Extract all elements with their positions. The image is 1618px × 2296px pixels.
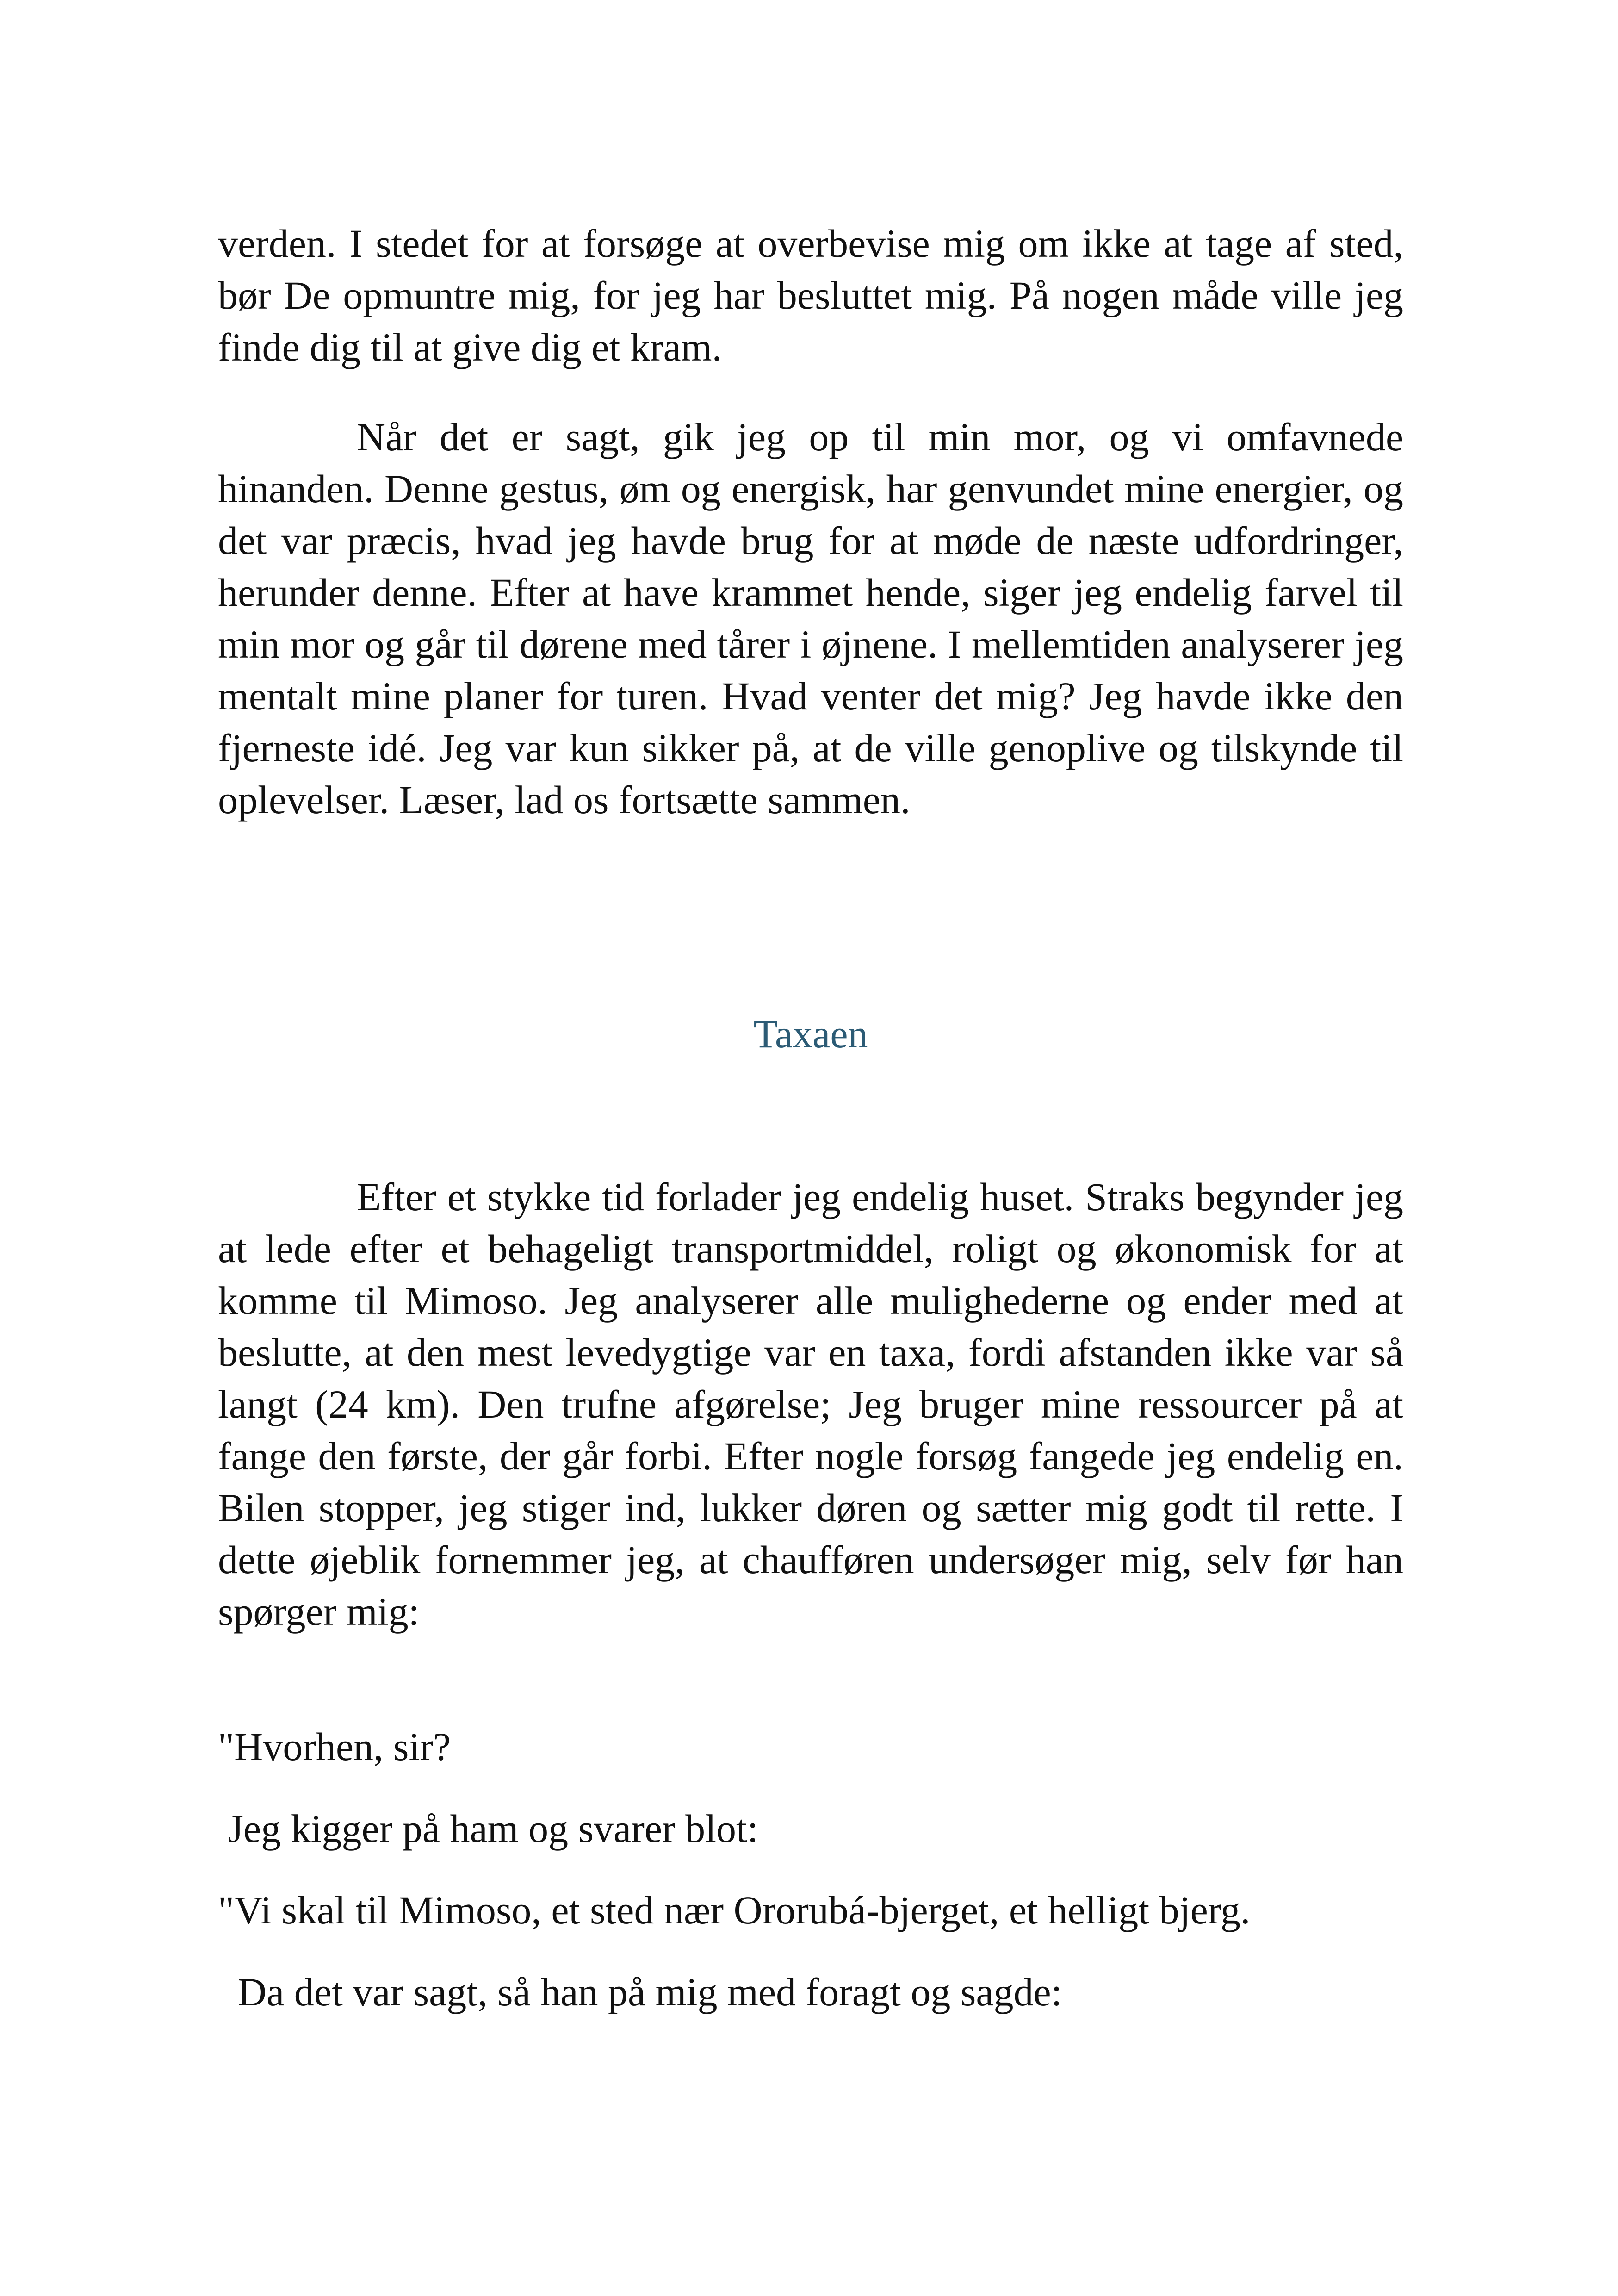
paragraph-continuation: verden. I stedet for at forsøge at overbevise mig om ikke at tage af sted, bør De opmuntre mig, for jeg har besluttet mig. På nogen måde ville jeg finde dig til at give dig et kram. [218, 221, 1403, 369]
dialogue-line-destination: "Vi skal til Mimoso, et sted nær Ororubá-bjerget, et helligt bjerg. [218, 1888, 1251, 1932]
paragraph-taxi: Efter et stykke tid forlader jeg endelig huset. Straks begynder jeg at lede efter et behageligt transportmiddel, roligt og økonomisk for at komme til Mimoso. Jeg analyserer alle mulighederne og ender med at beslutte, at den mest levedygtige var en taxa, fordi afstanden ikke var så langt (24 km). Den trufne afgørelse; Jeg bruger mine ressourcer på at fange den første, der går forbi. Efter nogle forsøg fangede jeg endelig en. Bilen stopper, jeg stiger ind, lukker døren og sætter mig godt til rette. I dette øjeblik fornemmer jeg, at chaufføren undersøger mig, selv før han spørger mig: [218, 1175, 1403, 1634]
dialogue-line-reply-intro: Jeg kigger på ham og svarer blot: [218, 1806, 758, 1851]
dialogue-line-driver-question: "Hvorhen, sir? [218, 1724, 451, 1769]
paragraph-farewell: Når det er sagt, gik jeg op til min mor, og vi omfavnede hinanden. Denne gestus, øm og energisk, har genvundet mine energier, og det var præcis, hvad jeg havde brug for at møde de næste udfordringer, herunder denne. Efter at have krammet hende, siger jeg endelig farvel til min mor og går til dørene med tårer i øjnene. I mellemtiden analyserer jeg mentalt mine planer for turen. Hvad venter det mig? Jeg havde ikke den fjerneste idé. Jeg var kun sikker på, at de ville genoplive og tilskynde til oplevelser. Læser, lad os fortsætte sammen. [218, 415, 1403, 822]
section-heading: Taxaen [753, 1012, 868, 1056]
dialogue-line-driver-reaction: Da det var sagt, så han på mig med foragt og sagde: [218, 1970, 1062, 2014]
